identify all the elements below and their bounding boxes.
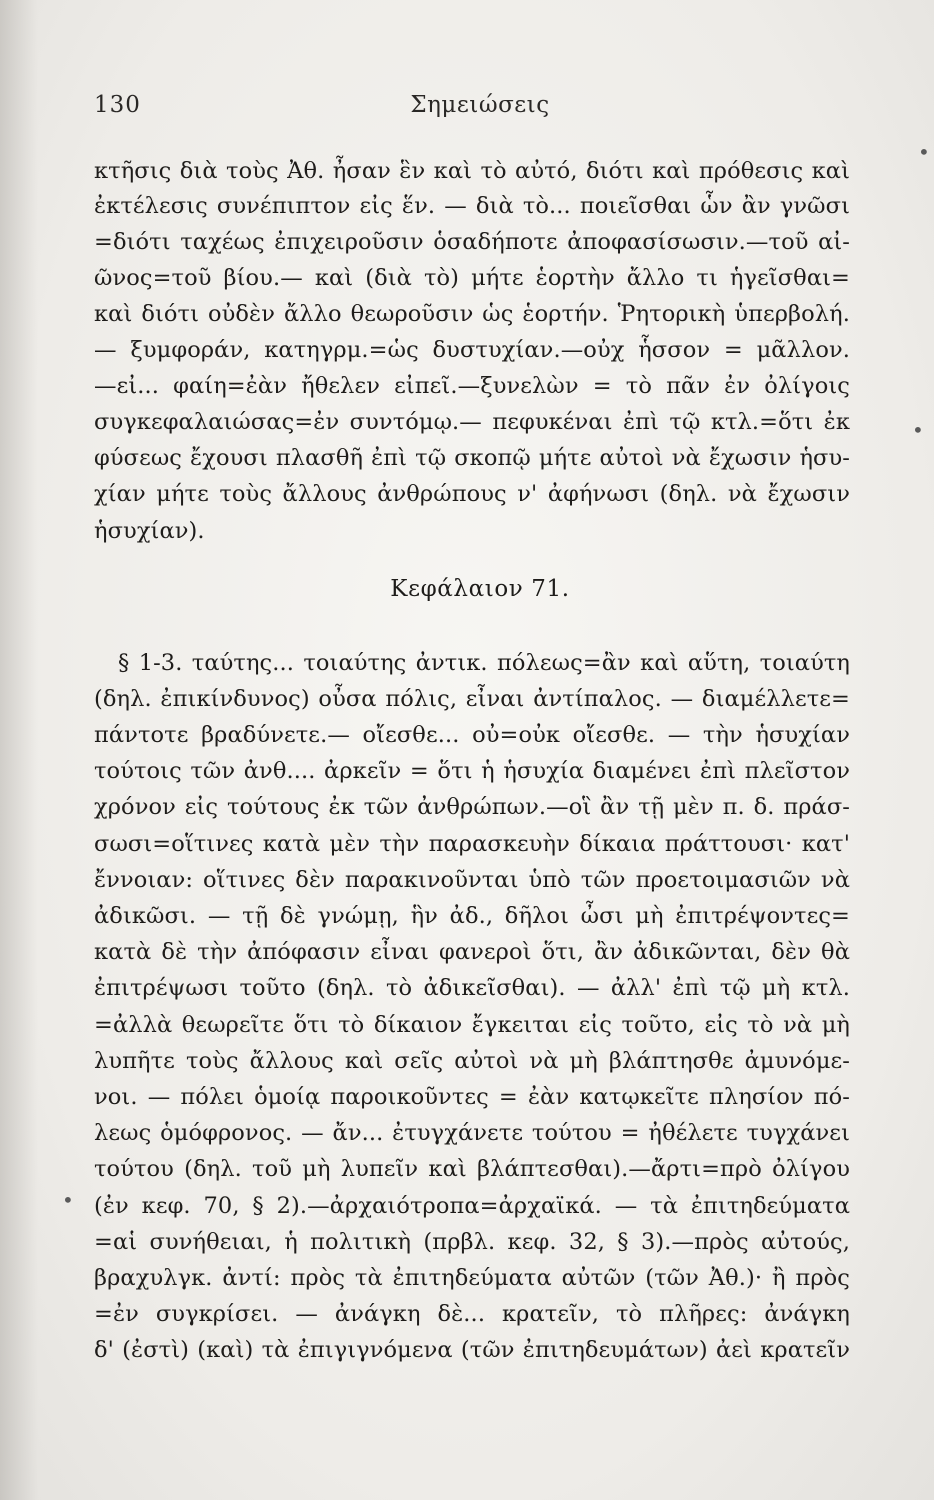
text-line: § 1-3. ταύτης... τοιαύτης ἀντικ. πόλεως=ἂν καὶ αὕτη, τοιαύτη — [118, 650, 850, 676]
running-head: Σημειώσεις — [410, 92, 550, 118]
text-line: φύσεως ἔχουσι πλασθῆ ἐπὶ τῷ σκοπῷ μήτε αὐτοὶ νὰ ἔχωσιν ἡσυ- — [94, 445, 850, 471]
text-line: κτῆσις διὰ τοὺς Ἀθ. ἦσαν ἓν καὶ τὸ αὐτό, διότι καὶ πρόθεσις καὶ — [94, 158, 850, 184]
text-line: τούτοις τῶν ἀνθ.... ἀρκεῖν = ὅτι ἡ ἡσυχία διαμένει ἐπὶ πλεῖστον — [94, 758, 850, 784]
page-number: 130 — [94, 92, 141, 118]
text-line: συγκεφαλαιώσας=ἐν συντόμῳ.— πεφυκέναι ἐπὶ τῷ κτλ.=ὅτι ἐκ — [94, 409, 850, 435]
text-line: σωσι=οἵτινες κατὰ μὲν τὴν παρασκευὴν δίκαια πράττουσι· κατ' — [94, 831, 850, 857]
margin-speck: • — [62, 1188, 74, 1212]
text-line: χίαν μήτε τοὺς ἄλλους ἀνθρώπους ν' ἀφήνωσι (δηλ. νὰ ἔχωσιν — [94, 481, 850, 507]
text-line: καὶ διότι οὐδὲν ἄλλο θεωροῦσιν ὡς ἑορτήν. Ῥητορικὴ ὑπερβολή. — [94, 301, 850, 327]
text-line: δ' (ἐστὶ) (καὶ) τὰ ἐπιγιγνόμενα (τῶν ἐπιτηδευμάτων) ἀεὶ κρατεῖν — [94, 1337, 850, 1363]
text-line: χρόνον εἰς τούτους ἐκ τῶν ἀνθρώπων.—οἳ ἂν τῇ μὲν π. δ. πράσ- — [94, 794, 850, 820]
text-line: (ἐν κεφ. 70, § 2).—ἀρχαιότροπα=ἀρχαϊκά. — τὰ ἐπιτηδεύματα — [94, 1193, 850, 1219]
page-gutter-shadow — [0, 0, 38, 1500]
text-line: βραχυλγκ. ἀντί: πρὸς τὰ ἐπιτηδεύματα αὐτῶν (τῶν Ἀθ.)· ἢ πρὸς — [94, 1265, 850, 1291]
margin-speck: • — [918, 140, 930, 164]
text-line: λεως ὁμόφρονος. — ἄν... ἐτυγχάνετε τούτου = ἠθέλετε τυγχάνει — [94, 1120, 850, 1146]
margin-speck: • — [912, 418, 924, 442]
text-line: ἀδικῶσι. — τῇ δὲ γνώμῃ, ἣν ἀδ., δῆλοι ὦσι μὴ ἐπιτρέψοντες= — [94, 903, 850, 929]
text-line: ἐκτέλεσις συνέπιπτον εἰς ἕν. — διὰ τὸ... ποιεῖσθαι ὧν ἂν γνῶσι — [94, 193, 850, 219]
text-line: — ξυμφοράν, κατηγρμ.=ὡς δυστυχίαν.—οὐχ ἧσσον = μᾶλλον. — [94, 337, 850, 363]
text-line: κατὰ δὲ τὴν ἀπόφασιν εἶναι φανεροὶ ὅτι, ἂν ἀδικῶνται, δὲν θὰ — [94, 939, 850, 965]
text-line: ἔννοιαν: οἵτινες δὲν παρακινοῦνται ὑπὸ τῶν προετοιμασιῶν νὰ — [94, 867, 850, 893]
text-line: =ἀλλὰ θεωρεῖτε ὅτι τὸ δίκαιον ἔγκειται εἰς τοῦτο, εἰς τὸ νὰ μὴ — [94, 1012, 850, 1038]
text-line: ἡσυχίαν). — [94, 518, 205, 544]
text-line: λυπῆτε τοὺς ἄλλους καὶ σεῖς αὐτοὶ νὰ μὴ βλάπτησθε ἀμυνόμε- — [94, 1048, 850, 1074]
text-line: νοι. — πόλει ὁμοίᾳ παροικοῦντες = ἐὰν κατῳκεῖτε πλησίον πό- — [94, 1084, 850, 1110]
text-line: —εἰ... φαίη=ἐὰν ἤθελεν εἰπεῖ.—ξυνελὼν = τὸ πᾶν ἐν ὀλίγοις — [94, 373, 850, 399]
text-line: =διότι ταχέως ἐπιχειροῦσιν ὁσαδήποτε ἀποφασίσωσιν.—τοῦ αἰ- — [94, 229, 850, 255]
text-line: (δηλ. ἐπικίνδυνος) οὖσα πόλις, εἶναι ἀντίπαλος. — διαμέλλετε= — [94, 686, 850, 712]
text-line: =αἱ συνήθειαι, ἡ πολιτικὴ (πρβλ. κεφ. 32, § 3).—πρὸς αὐτούς, — [94, 1229, 850, 1255]
chapter-heading: Κεφάλαιον 71. — [390, 576, 570, 602]
text-line: πάντοτε βραδύνετε.— οἴεσθε... οὐ=οὐκ οἴεσθε. — τὴν ἡσυχίαν — [94, 722, 850, 748]
text-line: ἐπιτρέψωσι τοῦτο (δηλ. τὸ ἀδικεῖσθαι). — ἀλλ' ἐπὶ τῷ μὴ κτλ. — [94, 975, 850, 1001]
text-line: τούτου (δηλ. τοῦ μὴ λυπεῖν καὶ βλάπτεσθαι).—ἄρτι=πρὸ ὀλίγου — [94, 1156, 850, 1182]
text-line: ῶνος=τοῦ βίου.— καὶ (διὰ τὸ) μήτε ἑορτὴν ἄλλο τι ἡγεῖσθαι= — [94, 265, 850, 291]
text-line: =ἐν συγκρίσει. — ἀνάγκη δὲ... κρατεῖν, τὸ πλῆρες: ἀνάγκη — [94, 1301, 850, 1327]
